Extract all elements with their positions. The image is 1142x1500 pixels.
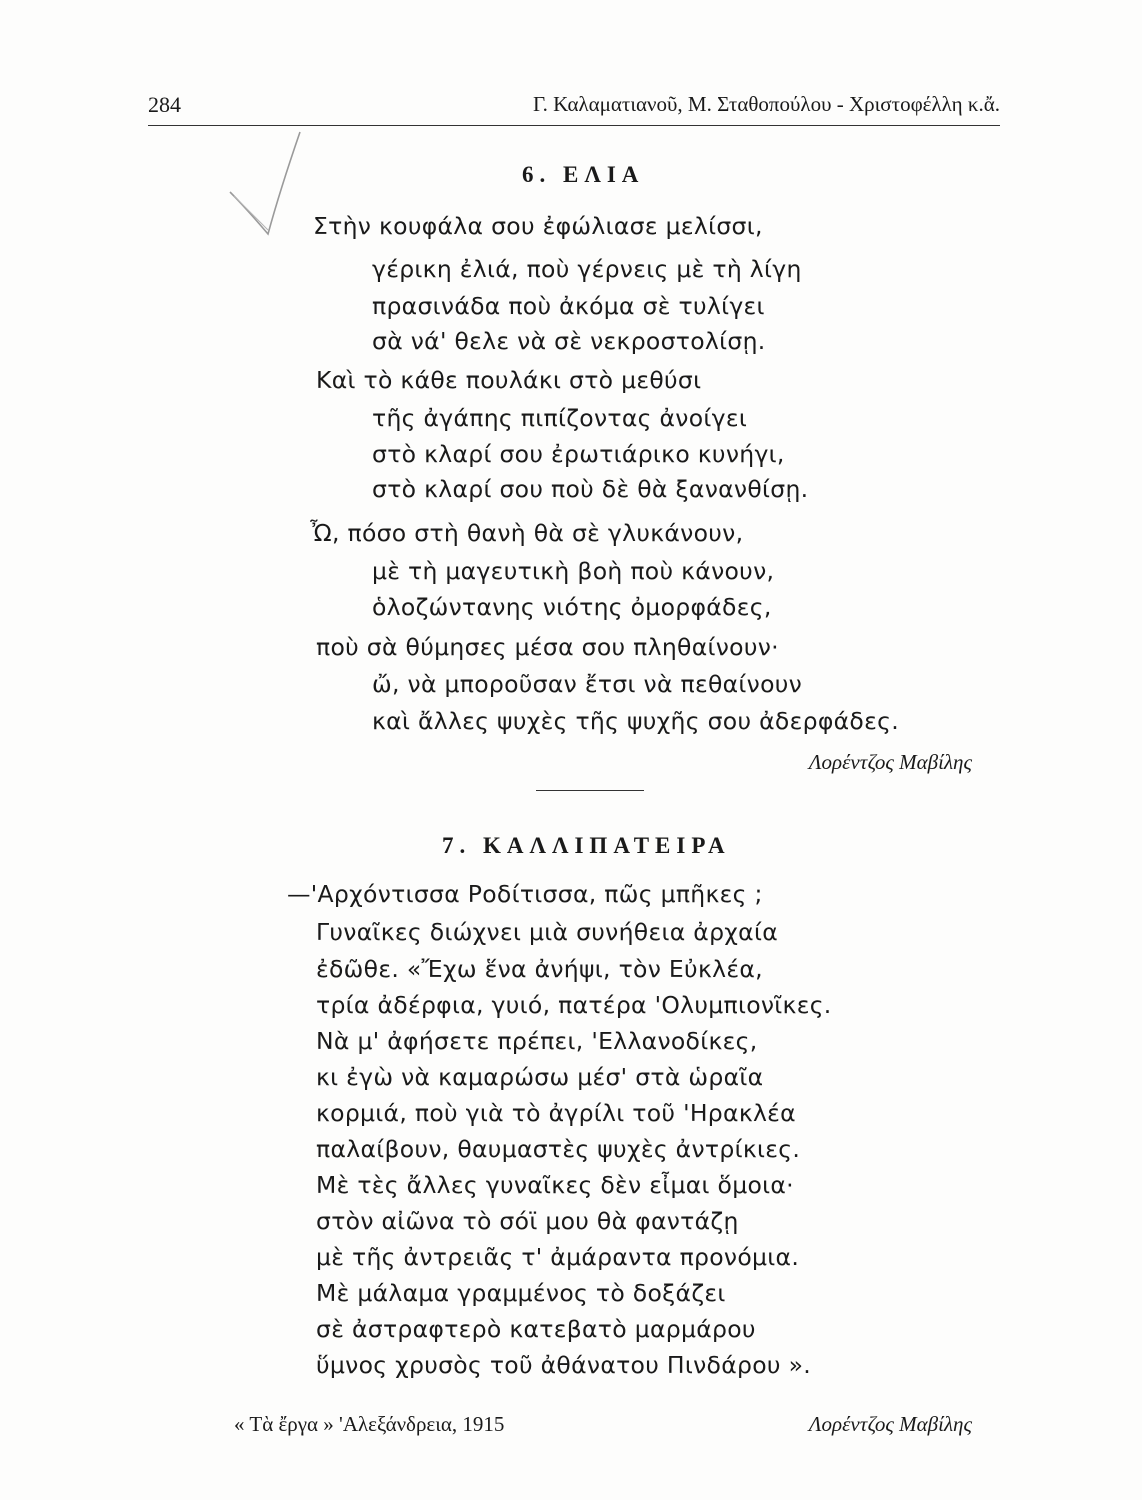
- poem2-line-4: τρία ἀδέρφια, γυιό, πατέρα 'Ολυμπιονῖκες.: [316, 991, 832, 1019]
- poem2-line-8: παλαίβουν, θαυμαστὲς ψυχὲς ἀντρίκιες.: [316, 1135, 801, 1163]
- poem2-source: « Τὰ ἔργα » 'Αλεξάνδρεια, 1915: [234, 1412, 505, 1436]
- poem2-line-13: σὲ ἀστραφτερὸ κατεβατὸ μαρμάρου: [316, 1315, 756, 1343]
- poem1-line-4: σὰ νά' θελε νὰ σὲ νεκροστολίσῃ.: [372, 327, 766, 355]
- poem1-line-9: Ὦ, πόσο στὴ θανὴ θὰ σὲ γλυκάνουν,: [310, 519, 744, 547]
- poem2-line-12: Μὲ μάλαμα γραμμένος τὸ δοξάζει: [316, 1279, 726, 1307]
- poem2-line-11: μὲ τῆς ἀντρειᾶς τ' ἀμάραντα προνόμια.: [316, 1243, 800, 1271]
- poem1-line-6: τῆς ἀγάπης πιπίζοντας ἀνοίγει: [372, 404, 748, 432]
- poem2-line-10: στὸν αἰῶνα τὸ σόϊ μου θὰ φαντάζῃ: [316, 1207, 739, 1235]
- poem2-line-14: ὕμνος χρυσὸς τοῦ ἀθάνατου Πινδάρου ».: [316, 1351, 812, 1379]
- poem2-line-9: Μὲ τὲς ἄλλες γυναῖκες δὲν εἶμαι ὅμοια·: [316, 1171, 794, 1199]
- poem2-author: Λορέντζος Μαβίλης: [808, 1412, 972, 1436]
- poem1-line-5: Καὶ τὸ κάθε πουλάκι στὸ μεθύσι: [316, 366, 702, 394]
- poem-title-kallipateira: 7. ΚΑΛΛΙΠΑΤΕΙΡΑ: [442, 833, 731, 858]
- page-number: 284: [148, 92, 181, 117]
- poem2-line-5: Νὰ μ' ἀφήσετε πρέπει, 'Ελλανοδίκες,: [316, 1027, 758, 1055]
- poem1-line-12: ποὺ σὰ θύμησες μέσα σου πληθαίνουν·: [316, 633, 779, 661]
- poem1-line-1: Στὴν κουφάλα σου ἐφώλιασε μελίσσι,: [313, 212, 763, 240]
- poem2-line-7: κορμιά, ποὺ γιὰ τὸ ἀγρίλι τοῦ 'Ηρακλέα: [316, 1099, 796, 1127]
- poem1-line-11: ὁλοζώντανης νιότης ὀμορφάδες,: [372, 593, 772, 621]
- poem1-author: Λορέντζος Μαβίλης: [808, 750, 972, 774]
- poem2-line-3: ἐδῶθε. «Ἔχω ἕνα ἀνήψι, τὸν Εὐκλέα,: [316, 955, 763, 983]
- poem1-line-7: στὸ κλαρί σου ἐρωτιάρικο κυνήγι,: [372, 440, 785, 468]
- running-title: Γ. Καλαματιανοῦ, Μ. Σταθοπούλου - Χριστοφέλλη κ.ἄ.: [532, 92, 1000, 116]
- poem1-line-13: ὤ, νὰ μποροῦσαν ἔτσι νὰ πεθαίνουν: [372, 670, 803, 698]
- poem1-line-3: πρασινάδα ποὺ ἀκόμα σὲ τυλίγει: [372, 292, 765, 320]
- poem2-line-1: —'Αρχόντισσα Ροδίτισσα, πῶς μπῆκες ;: [287, 880, 763, 908]
- poem1-line-14: καὶ ἄλλες ψυχὲς τῆς ψυχῆς σου ἀδερφάδες.: [372, 707, 899, 735]
- poem1-line-2: γέρικη ἐλιά, ποὺ γέρνεις μὲ τὴ λίγη: [372, 255, 802, 283]
- poem-title-elia: 6. ΕΛΙΑ: [522, 162, 645, 187]
- poem1-line-8: στὸ κλαρί σου ποὺ δὲ θὰ ξανανθίσῃ.: [372, 475, 809, 503]
- poem1-line-10: μὲ τὴ μαγευτικὴ βοὴ ποὺ κάνουν,: [372, 557, 775, 585]
- pencil-check-mark-icon: [228, 130, 318, 240]
- poem2-line-6: κι ἐγὼ νὰ καμαρώσω μέσ' στὰ ὡραῖα: [316, 1063, 764, 1091]
- header-rule: [148, 125, 1000, 126]
- poem2-line-2: Γυναῖκες διώχνει μιὰ συνήθεια ἀρχαία: [316, 918, 778, 946]
- section-separator: [536, 790, 644, 791]
